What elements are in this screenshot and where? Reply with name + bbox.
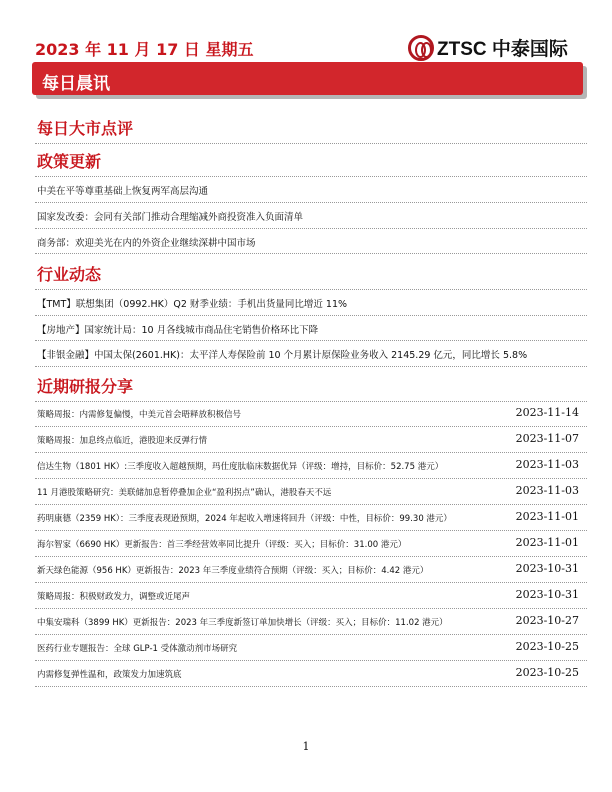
research-row[interactable] <box>35 609 587 635</box>
divider <box>35 340 587 341</box>
logo-text: ZTSC 中泰国际 <box>437 39 568 60</box>
research-row[interactable] <box>35 557 587 583</box>
section-title-industry: 行业动态 <box>37 265 102 284</box>
research-row[interactable] <box>35 479 587 505</box>
research-row[interactable] <box>35 531 587 557</box>
research-date: 2023-11-01 <box>515 536 579 549</box>
divider <box>35 366 587 367</box>
research-row[interactable] <box>35 583 587 609</box>
policy-item: 国家发改委：会同有关部门推动合理缩减外商投资准入负面清单 <box>37 212 304 223</box>
research-date: 2023-10-31 <box>515 588 579 601</box>
research-date: 2023-10-25 <box>515 666 579 679</box>
section-title-policy: 政策更新 <box>37 152 102 171</box>
research-title[interactable]: 药明康德（2359 HK）：三季度表现逊预期，2024 年起收入增速将回升（评级：中性，目标价：99.30 港元） <box>37 514 452 524</box>
research-title[interactable]: 中集安瑞科（3899 HK）更新报告：2023 年三季度新签订单加快增长（评级：买入；目标价：11.02 港元） <box>37 618 448 628</box>
research-title[interactable]: 医药行业专题报告：全球 GLP-1 受体激动剂市场研究 <box>37 644 238 654</box>
research-title[interactable]: 新天绿色能源（956 HK）更新报告：2023 年三季度业绩符合预期（评级：买入；目标价：4.42 港元） <box>37 566 429 576</box>
research-date: 2023-11-07 <box>515 432 579 445</box>
section-title-market: 每日大市点评 <box>37 119 134 138</box>
research-row[interactable] <box>35 661 587 687</box>
divider <box>35 253 587 254</box>
company-logo <box>408 34 568 61</box>
research-row[interactable] <box>35 401 587 427</box>
report-date: 2023 年 11 月 17 日 星期五 <box>35 40 254 59</box>
page-number: 1 <box>302 740 310 753</box>
research-title[interactable]: 信达生物（1801 HK）:三季度收入超越预期，玛仕度肽临床数据优异（评级：增持，目标价：52.75 港元） <box>37 462 444 472</box>
research-date: 2023-11-14 <box>515 406 579 419</box>
divider <box>35 202 587 203</box>
divider <box>35 289 587 290</box>
research-title[interactable]: 内需修复弹性温和，政策发力加速筑底 <box>37 670 182 680</box>
research-date: 2023-10-31 <box>515 562 579 575</box>
research-row[interactable] <box>35 505 587 531</box>
research-date: 2023-10-27 <box>515 614 579 627</box>
research-row[interactable] <box>35 427 587 453</box>
policy-item: 中美在平等尊重基础上恢复两军高层沟通 <box>37 186 209 197</box>
research-title[interactable]: 策略周报：内需修复偏慢，中美元首会晤释放积极信号 <box>37 410 242 420</box>
divider <box>35 315 587 316</box>
research-title[interactable]: 策略周报：加息终点临近，港股迎来反弹行情 <box>37 436 208 446</box>
divider <box>35 176 587 177</box>
industry-item: 【房地产】国家统计局：10 月各线城市商品住宅销售价格环比下降 <box>37 325 319 336</box>
research-date: 2023-11-01 <box>515 510 579 523</box>
research-date: 2023-11-03 <box>515 484 579 497</box>
research-row[interactable] <box>35 635 587 661</box>
research-row[interactable] <box>35 453 587 479</box>
logo-icon <box>408 35 434 61</box>
research-title[interactable]: 策略周报：积极财政发力，调整或近尾声 <box>37 592 191 602</box>
policy-item: 商务部：欢迎美光在内的外资企业继续深耕中国市场 <box>37 238 256 249</box>
research-date: 2023-10-25 <box>515 640 579 653</box>
research-title[interactable]: 海尔智家（6690 HK）更新报告：首三季经营效率同比提升（评级：买入；目标价：31.00 港元） <box>37 540 407 550</box>
title-banner <box>32 62 583 95</box>
research-title[interactable]: 11 月港股策略研究：美联储加息暂停叠加企业“盈利拐点”确认，港股春天不远 <box>37 488 332 498</box>
divider <box>35 228 587 229</box>
section-title-research: 近期研报分享 <box>37 377 134 396</box>
banner-title: 每日晨讯 <box>42 74 110 94</box>
industry-item: 【非银金融】中国太保(2601.HK)：太平洋人寿保险前 10 个月累计原保险业务收入 2145.29 亿元，同比增长 5.8% <box>37 350 528 361</box>
industry-item: 【TMT】联想集团（0992.HK）Q2 财季业绩：手机出货量同比增近 11% <box>37 299 348 310</box>
research-date: 2023-11-03 <box>515 458 579 471</box>
divider <box>35 143 587 144</box>
